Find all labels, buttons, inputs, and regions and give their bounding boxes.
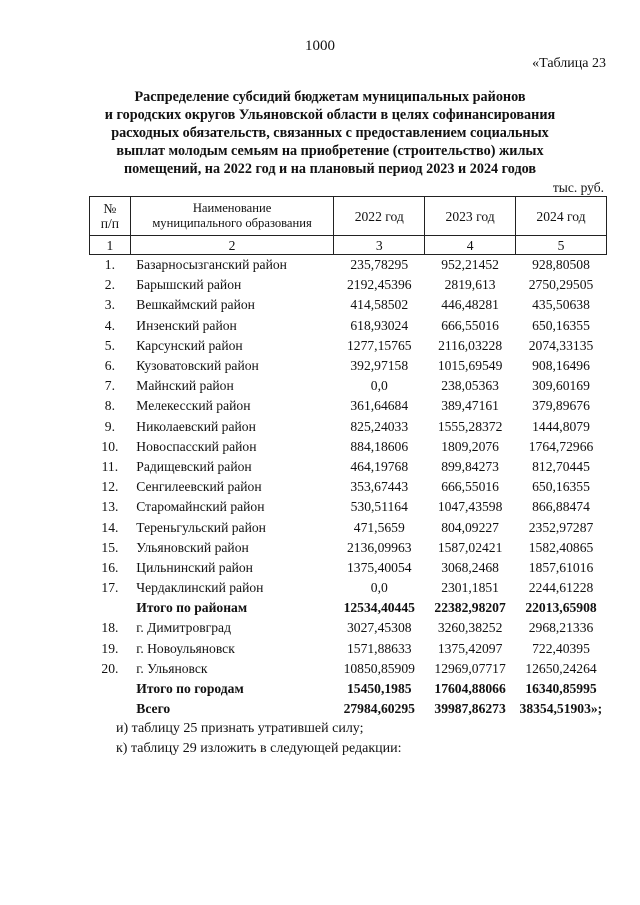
value-2022: 361,64684	[350, 398, 409, 414]
municipality-name: Мелекесский район	[136, 398, 251, 414]
header-number-line: №	[103, 201, 117, 216]
column-number: 3	[334, 236, 425, 255]
row-number: 11.	[101, 458, 119, 474]
column-number: 1	[90, 236, 131, 255]
municipality-name: Барышский район	[136, 277, 242, 293]
row-number	[90, 699, 131, 719]
row-number: 3.	[104, 297, 115, 313]
municipality-name: Сенгилеевский район	[136, 479, 262, 495]
value-2022: 0,0	[370, 378, 388, 394]
value-2022: 414,58502	[350, 297, 409, 313]
value-2024: 2968,21336	[528, 620, 594, 636]
municipality-name: г. Ульяновск	[136, 660, 208, 676]
value-2023: 3068,2468	[441, 559, 499, 575]
value-2023: 17604,88066	[434, 681, 506, 697]
municipality-name: Карсунский район	[136, 337, 243, 353]
page-number: 1000	[305, 38, 335, 54]
value-2023: 804,09227	[441, 519, 499, 535]
heading-line: помещений, на 2022 год и на плановый период 2023 и 2024 годов	[123, 161, 537, 177]
value-2024: 928,80508	[532, 257, 590, 273]
header-municipality	[130, 197, 334, 236]
value-2022: 353,67443	[350, 479, 409, 495]
table-row	[90, 437, 607, 457]
value-2022: 1375,40054	[346, 559, 412, 575]
notes	[116, 719, 401, 759]
value-2022: 464,19768	[350, 458, 409, 474]
value-2024: 650,16355	[532, 479, 590, 495]
note-line: к) таблицу 29 изложить в следующей редакции:	[116, 741, 402, 756]
row-number: 20.	[101, 660, 119, 676]
value-2024: 12650,24264	[525, 660, 597, 676]
row-number: 14.	[101, 519, 119, 535]
municipality-name: Майнский район	[136, 378, 234, 394]
value-2022: 12534,40445	[343, 600, 415, 616]
value-2022: 392,97158	[350, 358, 409, 374]
value-2024: 1582,40865	[528, 539, 594, 555]
row-number: 4.	[104, 317, 115, 333]
value-2022: 10850,85909	[343, 660, 415, 676]
row-number: 12.	[101, 479, 119, 495]
municipality-name: Николаевский район	[136, 418, 256, 434]
municipality-name: Тереньгульский район	[136, 519, 266, 535]
header-municipality-line: Наименование	[192, 201, 272, 215]
municipality-name: Итого по районам	[136, 600, 248, 616]
value-2024: 16340,85995	[525, 681, 597, 697]
table-row	[90, 497, 607, 517]
municipality-name: Ульяновский район	[136, 539, 249, 555]
table-reference: «Таблица 23	[532, 56, 606, 71]
row-number: 17.	[101, 580, 119, 596]
value-2023: 1047,43598	[437, 499, 503, 515]
heading-line: и городских округов Ульяновской области в целях софинансирования	[104, 107, 556, 123]
value-2022: 471,5659	[353, 519, 405, 535]
column-number: 2	[130, 236, 334, 255]
row-number: 1.	[104, 257, 115, 273]
value-2024: 2352,97287	[528, 519, 594, 535]
value-2023: 1555,28372	[437, 418, 503, 434]
value-2024: 866,88474	[532, 499, 590, 515]
municipality-name: г. Новоульяновск	[136, 640, 235, 656]
value-2024: 1857,61016	[528, 559, 594, 575]
table-row	[90, 295, 607, 315]
column-number: 5	[516, 236, 607, 255]
municipality-name: Кузоватовский район	[136, 358, 259, 374]
table-row	[90, 517, 607, 537]
value-2024: 38354,51903»;	[519, 701, 603, 717]
row-number	[90, 598, 131, 618]
value-2024: 650,16355	[532, 317, 590, 333]
municipality-name: Всего	[136, 701, 171, 717]
table-row	[90, 275, 607, 295]
value-2024: 722,40395	[532, 640, 590, 656]
row-number: 9.	[104, 418, 115, 434]
table-row	[90, 538, 607, 558]
row-number: 5.	[104, 337, 115, 353]
value-2024: 435,50638	[532, 297, 590, 313]
heading-line: выплат молодым семьям на приобретение (строительство) жилых	[116, 143, 544, 159]
municipality-name: Базарносызганский район	[136, 257, 287, 273]
table-row	[90, 417, 607, 437]
value-2024: 2244,61228	[528, 580, 594, 596]
table-row	[90, 316, 607, 336]
value-2024: 2750,29505	[528, 277, 594, 293]
row-number: 7.	[104, 378, 115, 394]
total-row	[90, 598, 607, 618]
value-2024: 1444,8079	[532, 418, 590, 434]
value-2024: 1764,72966	[528, 438, 594, 454]
value-2022: 1571,88633	[346, 640, 412, 656]
column-number-row	[90, 236, 607, 255]
value-2022: 2192,45396	[346, 277, 412, 293]
value-2024: 2074,33135	[528, 337, 594, 353]
row-number	[90, 679, 131, 699]
value-2022: 884,18606	[350, 438, 409, 454]
heading-line: Распределение субсидий бюджетам муниципальных районов	[134, 89, 526, 105]
value-2022: 3027,45308	[346, 620, 412, 636]
header-2024: 2024 год	[516, 197, 607, 236]
row-number: 6.	[104, 358, 115, 374]
value-2023: 2819,613	[444, 277, 496, 293]
value-2024: 22013,65908	[525, 600, 597, 616]
table-row	[90, 255, 607, 276]
value-2023: 1809,2076	[441, 438, 499, 454]
value-2023: 1015,69549	[437, 358, 503, 374]
table-row	[90, 356, 607, 376]
table-row	[90, 578, 607, 598]
value-2022: 530,51164	[350, 499, 408, 515]
value-2022: 2136,09963	[346, 539, 412, 555]
table-row	[90, 639, 607, 659]
value-2022: 27984,60295	[343, 701, 415, 717]
value-2022: 235,78295	[350, 257, 409, 273]
value-2023: 446,48281	[441, 297, 499, 313]
value-2023: 666,55016	[441, 317, 499, 333]
value-2023: 22382,98207	[434, 600, 506, 616]
header-number-line: п/п	[100, 216, 120, 231]
table-row	[90, 336, 607, 356]
municipality-name: Старомайнский район	[136, 499, 265, 515]
value-2022: 825,24033	[350, 418, 409, 434]
value-2022: 15450,1985	[346, 681, 412, 697]
municipality-name: г. Димитровград	[136, 620, 231, 636]
note-line: и) таблицу 25 признать утратившей силу;	[116, 721, 364, 736]
table-row	[90, 396, 607, 416]
row-number: 13.	[101, 499, 119, 515]
value-2023: 389,47161	[441, 398, 499, 414]
value-2023: 39987,86273	[434, 701, 506, 717]
heading-line: расходных обязательств, связанных с предоставлением социальных	[111, 125, 549, 141]
document-heading	[60, 88, 600, 178]
value-2023: 12969,07717	[434, 660, 506, 676]
municipality-name: Инзенский район	[136, 317, 237, 333]
value-2023: 1587,02421	[437, 539, 503, 555]
municipality-name: Чердаклинский район	[136, 580, 264, 596]
value-2024: 812,70445	[532, 458, 590, 474]
total-row	[90, 679, 607, 699]
table-row	[90, 659, 607, 679]
table-header-row	[90, 197, 607, 236]
value-2022: 1277,15765	[346, 337, 412, 353]
value-2023: 899,84273	[441, 458, 499, 474]
row-number: 10.	[101, 438, 119, 454]
value-2023: 3260,38252	[437, 620, 503, 636]
value-2023: 238,05363	[441, 378, 499, 394]
header-municipality-line: муниципального образования	[152, 216, 312, 230]
value-2022: 0,0	[370, 580, 388, 596]
municipality-name: Новоспасский район	[136, 438, 257, 454]
table-row	[90, 558, 607, 578]
municipality-name: Радищевский район	[136, 458, 252, 474]
subsidy-table	[89, 196, 607, 719]
table-row	[90, 477, 607, 497]
header-2023: 2023 год	[425, 197, 516, 236]
value-2022: 618,93024	[350, 317, 409, 333]
table-row	[90, 457, 607, 477]
value-2024: 908,16496	[532, 358, 590, 374]
table-row	[90, 618, 607, 638]
municipality-name: Цильнинский район	[136, 559, 253, 575]
row-number: 15.	[101, 539, 119, 555]
row-number: 16.	[101, 559, 119, 575]
header-number	[90, 197, 131, 236]
units-label: тыс. руб.	[552, 180, 604, 195]
value-2024: 309,60169	[532, 378, 590, 394]
value-2023: 952,21452	[441, 257, 499, 273]
row-number: 19.	[101, 640, 119, 656]
total-row	[90, 699, 607, 719]
municipality-name: Итого по городам	[136, 681, 244, 697]
value-2023: 1375,42097	[437, 640, 503, 656]
value-2024: 379,89676	[532, 398, 590, 414]
row-number: 8.	[104, 398, 115, 414]
value-2023: 2301,1851	[441, 580, 499, 596]
municipality-name: Вешкаймский район	[136, 297, 255, 313]
column-number: 4	[425, 236, 516, 255]
table-row	[90, 376, 607, 396]
row-number: 2.	[104, 277, 115, 293]
row-number: 18.	[101, 620, 119, 636]
value-2023: 2116,03228	[438, 337, 503, 353]
header-2022: 2022 год	[334, 197, 425, 236]
value-2023: 666,55016	[441, 479, 499, 495]
